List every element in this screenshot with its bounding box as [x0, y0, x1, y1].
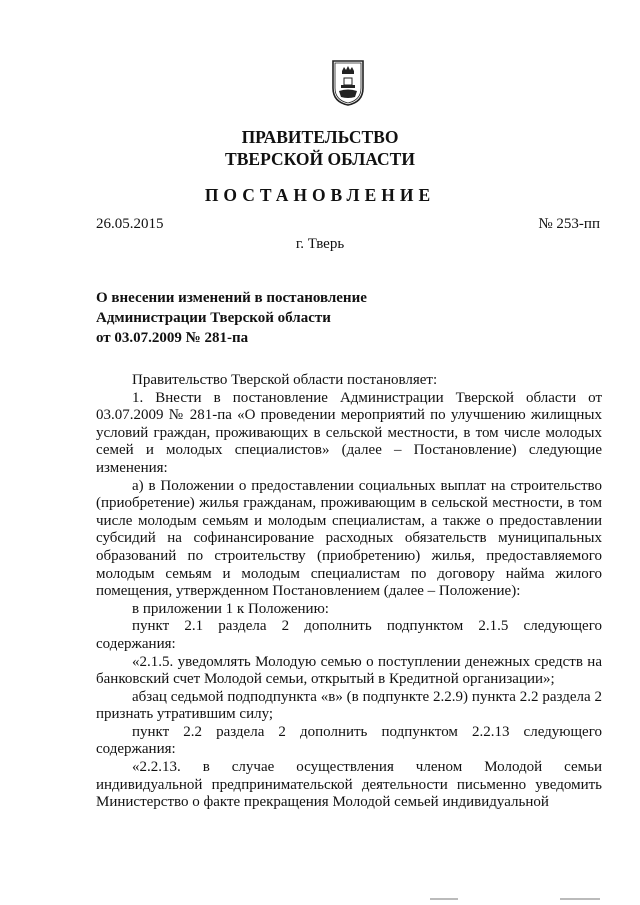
document-type: ПОСТАНОВЛЕНИЕ	[204, 185, 436, 205]
document-subject	[96, 288, 367, 348]
document-date: 26.05.2015	[96, 216, 164, 232]
body-paragraph: пункт 2.2 раздела 2 дополнить подпунктом 2.2.13 следующего содержания:	[96, 723, 602, 758]
region-title: ТВЕРСКОЙ ОБЛАСТИ	[225, 149, 415, 169]
scan-edge-mark	[430, 898, 458, 900]
document-number: № 253-пп	[538, 216, 600, 232]
subject-line: Администрации Тверской области	[96, 310, 331, 326]
body-paragraph: «2.1.5. уведомлять Молодую семью о поступлении денежных средств на банковский счет Молодой семьи, открытый в Кредитной организации»;	[96, 653, 602, 688]
government-title: ПРАВИТЕЛЬСТВО	[241, 127, 399, 147]
scan-edge-mark	[560, 898, 600, 900]
body-paragraph: 1. Внести в постановление Администрации Тверской области от 03.07.2009 № 281-па «О проведении мероприятий по улучшению жилищных условий граждан, проживающих в сельской местности, в том числе молодых семей и молодых специалистов» (далее – Постановление) следующие изменения:	[96, 389, 602, 476]
body-paragraph: «2.2.13. в случае осуществления членом Молодой семьи индивидуальной предпринимательской деятельности письменно уведомить Министерство о факте прекращения Молодой семьей индивидуальной	[96, 759, 602, 811]
body-paragraph: абзац седьмой подподпункта «в» (в подпункте 2.2.9) пункта 2.2 раздела 2 признать утратившим силу;	[96, 688, 602, 723]
subject-line: от 03.07.2009 № 281-па	[96, 330, 249, 346]
subject-line: О внесении изменений в постановление	[96, 290, 367, 306]
body-paragraph: Правительство Тверской области постановляет:	[132, 372, 438, 388]
body-paragraph: в приложении 1 к Положению:	[132, 600, 329, 617]
document-city: г. Тверь	[295, 236, 345, 252]
body-paragraph: пункт 2.1 раздела 2 дополнить подпунктом 2.1.5 следующего содержания:	[96, 618, 602, 652]
document-body	[96, 372, 602, 812]
coat-of-arms-icon	[330, 58, 366, 106]
body-paragraph: а) в Положении о предоставлении социальных выплат на строительство (приобретение) жилья гражданам, проживающим в сельской местности, в том числе молодым семьям и молодым специалистам, а также о предоставлении субсидий на софинансирование расходных обязательств муниципальных образований по строительству (приобретению) жилья, предоставляемого молодым семьям и молодым специалистам по договору найма жилого помещения, утвержденном Постановлением (далее – Положение):	[96, 477, 602, 600]
